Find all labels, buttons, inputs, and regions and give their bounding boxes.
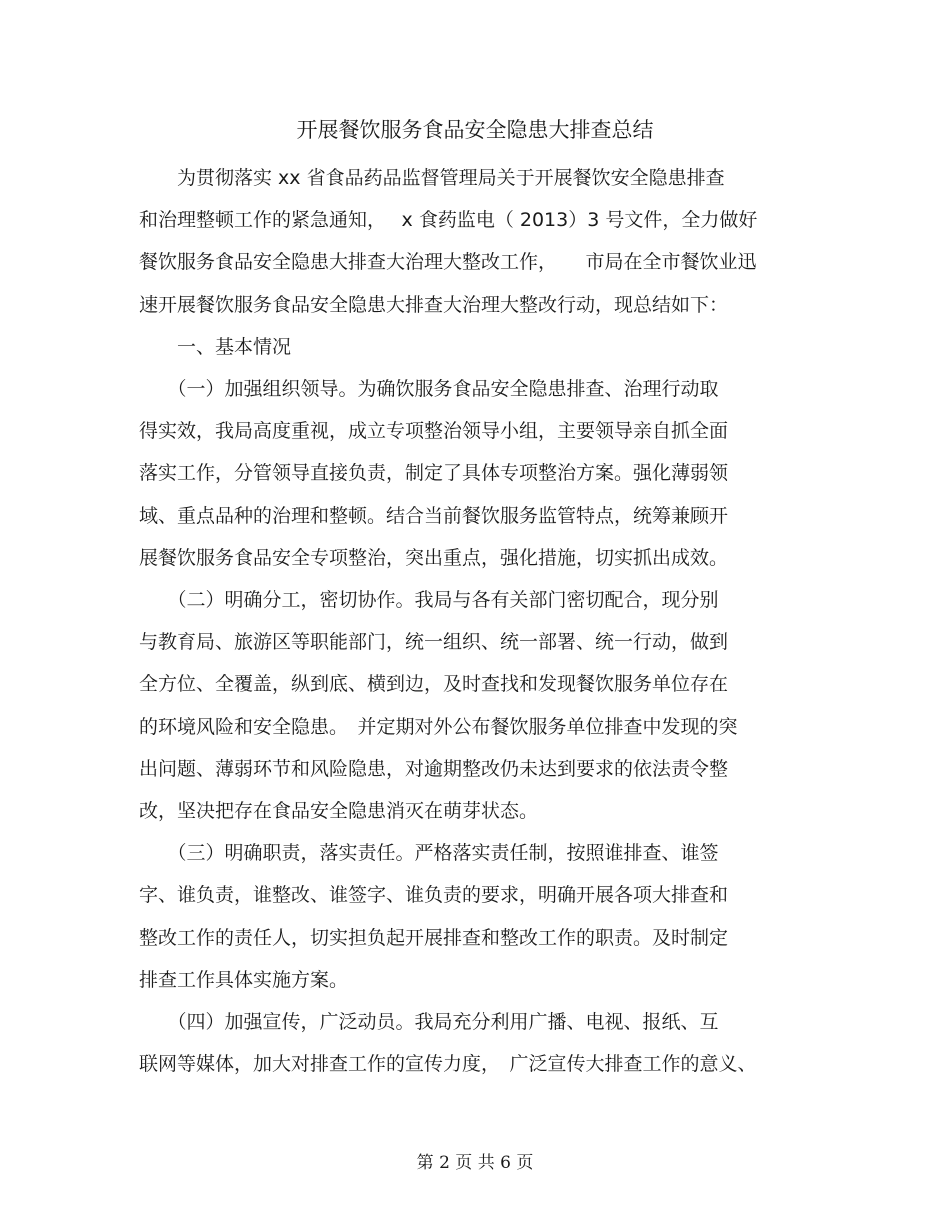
body-line: 字、谁负责，谁整改、谁签字、谁负责的要求，明确开展各项大排查和 [139, 884, 729, 907]
body-line: 联网等媒体，加大对排查工作的宣传力度， 广泛宣传大排查工作的意义、 [139, 1053, 757, 1076]
body-line: 的环境风险和安全隐患。 并定期对外公布餐饮服务单位排查中发现的突 [139, 715, 738, 738]
body-line: 改，坚决把存在食品安全隐患消灭在萌芽状态。 [139, 800, 539, 823]
body-line: （二）明确分工，密切协作。我局与各有关部门密切配合，现分别 [139, 589, 719, 612]
body-line: 得实效，我局高度重视，成立专项整治领导小组，主要领导亲自抓全面 [139, 420, 729, 443]
body-line: （四）加强宣传，广泛动员。我局充分利用广播、电视、报纸、互 [139, 1011, 719, 1034]
body-line: 展餐饮服务食品安全专项整治，突出重点，强化措施，切实抓出成效。 [139, 546, 729, 569]
body-line: 速开展餐饮服务食品安全隐患大排查大治理大整改行动，现总结如下： [139, 293, 729, 316]
document-title: 开展餐饮服务食品安全隐患大排查总结 [296, 118, 654, 142]
body-line: 域、重点品种的治理和整顿。结合当前餐饮服务监管特点，统筹兼顾开 [139, 504, 729, 527]
document-body [139, 157, 811, 1085]
section-heading: 一、基本情况 [139, 335, 292, 358]
body-line: 为贯彻落实 xx 省食品药品监督管理局关于开展餐饮安全隐患排查 [139, 167, 725, 189]
body-line: （一）加强组织领导。为确饮服务食品安全隐患排查、治理行动取 [139, 378, 719, 401]
body-line: 与教育局、旅游区等职能部门，统一组织、统一部署、统一行动，做到 [139, 631, 729, 654]
body-line: 整改工作的责任人，切实担负起开展排查和整改工作的职责。及时制定 [139, 926, 729, 949]
body-line: 餐饮服务食品安全隐患大排查大治理大整改工作， 市局在全市餐饮业迅 [139, 251, 757, 274]
body-line: 落实工作，分管领导直接负责，制定了具体专项整治方案。强化薄弱领 [139, 462, 729, 485]
body-line: （三）明确职责，落实责任。严格落实责任制，按照谁排查、谁签 [139, 842, 719, 865]
body-line: 排查工作具体实施方案。 [139, 968, 349, 991]
body-line: 出问题、薄弱环节和风险隐患，对逾期整改仍未达到要求的依法责令整 [139, 757, 729, 780]
page-number-footer: 第 2 页 共 6 页 [416, 1153, 534, 1173]
body-line: 全方位、全覆盖，纵到底、横到边，及时查找和发现餐饮服务单位存在 [139, 673, 729, 696]
body-line: 和治理整顿工作的紧急通知， x 食药监电（ 2013）3 号文件，全力做好 [139, 209, 758, 232]
